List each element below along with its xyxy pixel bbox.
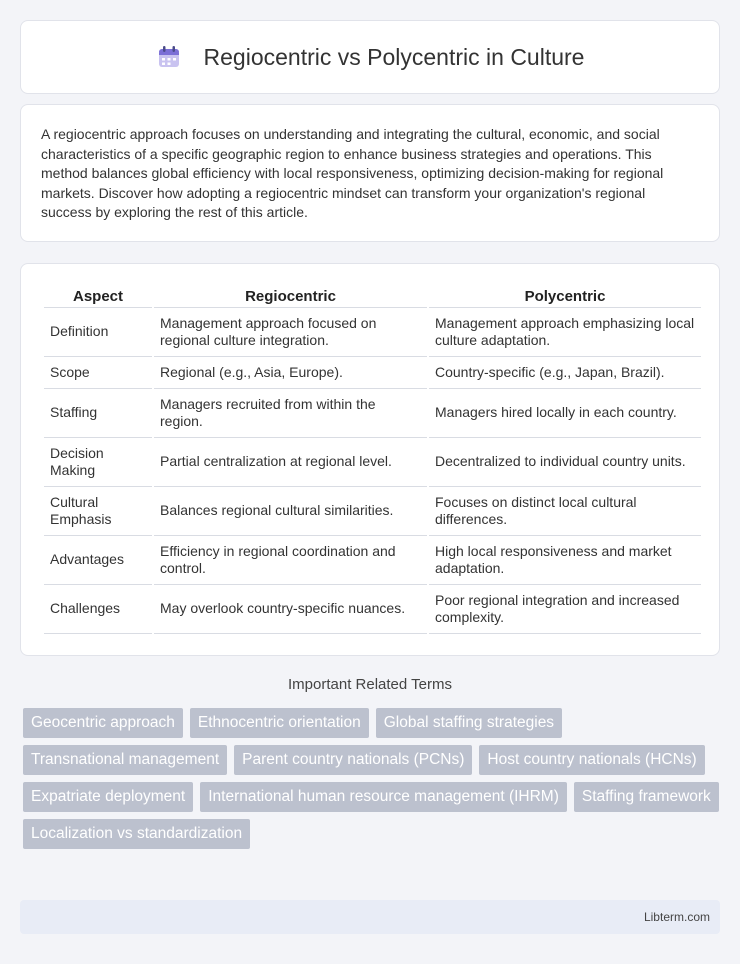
cell-aspect: Advantages	[44, 536, 152, 585]
cell-regiocentric: Regional (e.g., Asia, Europe).	[154, 357, 427, 389]
cell-regiocentric: Management approach focused on regional culture integration.	[154, 308, 427, 357]
comparison-table	[42, 284, 703, 634]
table-row	[44, 585, 701, 634]
intro-card	[20, 104, 720, 242]
cell-polycentric: Country-specific (e.g., Japan, Brazil).	[429, 357, 701, 389]
title-card	[20, 20, 720, 94]
related-term-tag[interactable]: Geocentric approach	[23, 708, 183, 738]
cell-aspect: Decision Making	[44, 438, 152, 487]
related-term-tag[interactable]: Global staffing strategies	[376, 708, 562, 738]
related-terms-heading: Important Related Terms	[288, 676, 452, 693]
related-term-tag[interactable]: Ethnocentric orientation	[190, 708, 369, 738]
cell-aspect: Staffing	[44, 389, 152, 438]
related-term-tag[interactable]: Expatriate deployment	[23, 782, 193, 812]
table-row	[44, 487, 701, 536]
header-regiocentric: Regiocentric	[154, 284, 427, 308]
header-polycentric: Polycentric	[429, 284, 701, 308]
cell-aspect: Cultural Emphasis	[44, 487, 152, 536]
table-header-row	[44, 284, 701, 308]
related-terms-list	[23, 708, 723, 849]
cell-polycentric: Managers hired locally in each country.	[429, 389, 701, 438]
cell-aspect: Definition	[44, 308, 152, 357]
related-term-tag[interactable]: Parent country nationals (PCNs)	[234, 745, 472, 775]
cell-polycentric: Focuses on distinct local cultural differences.	[429, 487, 701, 536]
related-term-tag[interactable]: Host country nationals (HCNs)	[479, 745, 704, 775]
footer	[20, 900, 720, 934]
cell-polycentric: Management approach emphasizing local culture adaptation.	[429, 308, 701, 357]
page-title: Regiocentric vs Polycentric in Culture	[203, 43, 585, 70]
table-row	[44, 308, 701, 357]
table-row	[44, 536, 701, 585]
related-term-tag[interactable]: Staffing framework	[574, 782, 719, 812]
cell-regiocentric: Balances regional cultural similarities.	[154, 487, 427, 536]
cell-regiocentric: Managers recruited from within the region.	[154, 389, 427, 438]
footer-site-link[interactable]: Libterm.com	[643, 910, 710, 924]
header-aspect: Aspect	[44, 284, 152, 308]
table-row	[44, 389, 701, 438]
related-term-tag[interactable]: Transnational management	[23, 745, 227, 775]
cell-regiocentric: Partial centralization at regional level.	[154, 438, 427, 487]
table-row	[44, 438, 701, 487]
cell-regiocentric: May overlook country-specific nuances.	[154, 585, 427, 634]
comparison-card	[20, 263, 720, 656]
related-term-tag[interactable]: International human resource management (IHRM)	[200, 782, 567, 812]
cell-polycentric: High local responsiveness and market adaptation.	[429, 536, 701, 585]
related-term-tag[interactable]: Localization vs standardization	[23, 819, 250, 849]
cell-polycentric: Decentralized to individual country units.	[429, 438, 701, 487]
calendar-icon	[156, 44, 182, 70]
table-row	[44, 357, 701, 389]
cell-polycentric: Poor regional integration and increased complexity.	[429, 585, 701, 634]
cell-aspect: Scope	[44, 357, 152, 389]
cell-regiocentric: Efficiency in regional coordination and control.	[154, 536, 427, 585]
intro-paragraph: A regiocentric approach focuses on understanding and integrating the cultural, economic, and social characteristics of a specific geographic region to enhance business strategies and operations. This method balances global efficiency with local responsiveness, optimizing decision-making for regional markets. Discover how adopting a regiocentric mindset can transform your organization's regional success by exploring the rest of this article.	[41, 126, 664, 220]
cell-aspect: Challenges	[44, 585, 152, 634]
